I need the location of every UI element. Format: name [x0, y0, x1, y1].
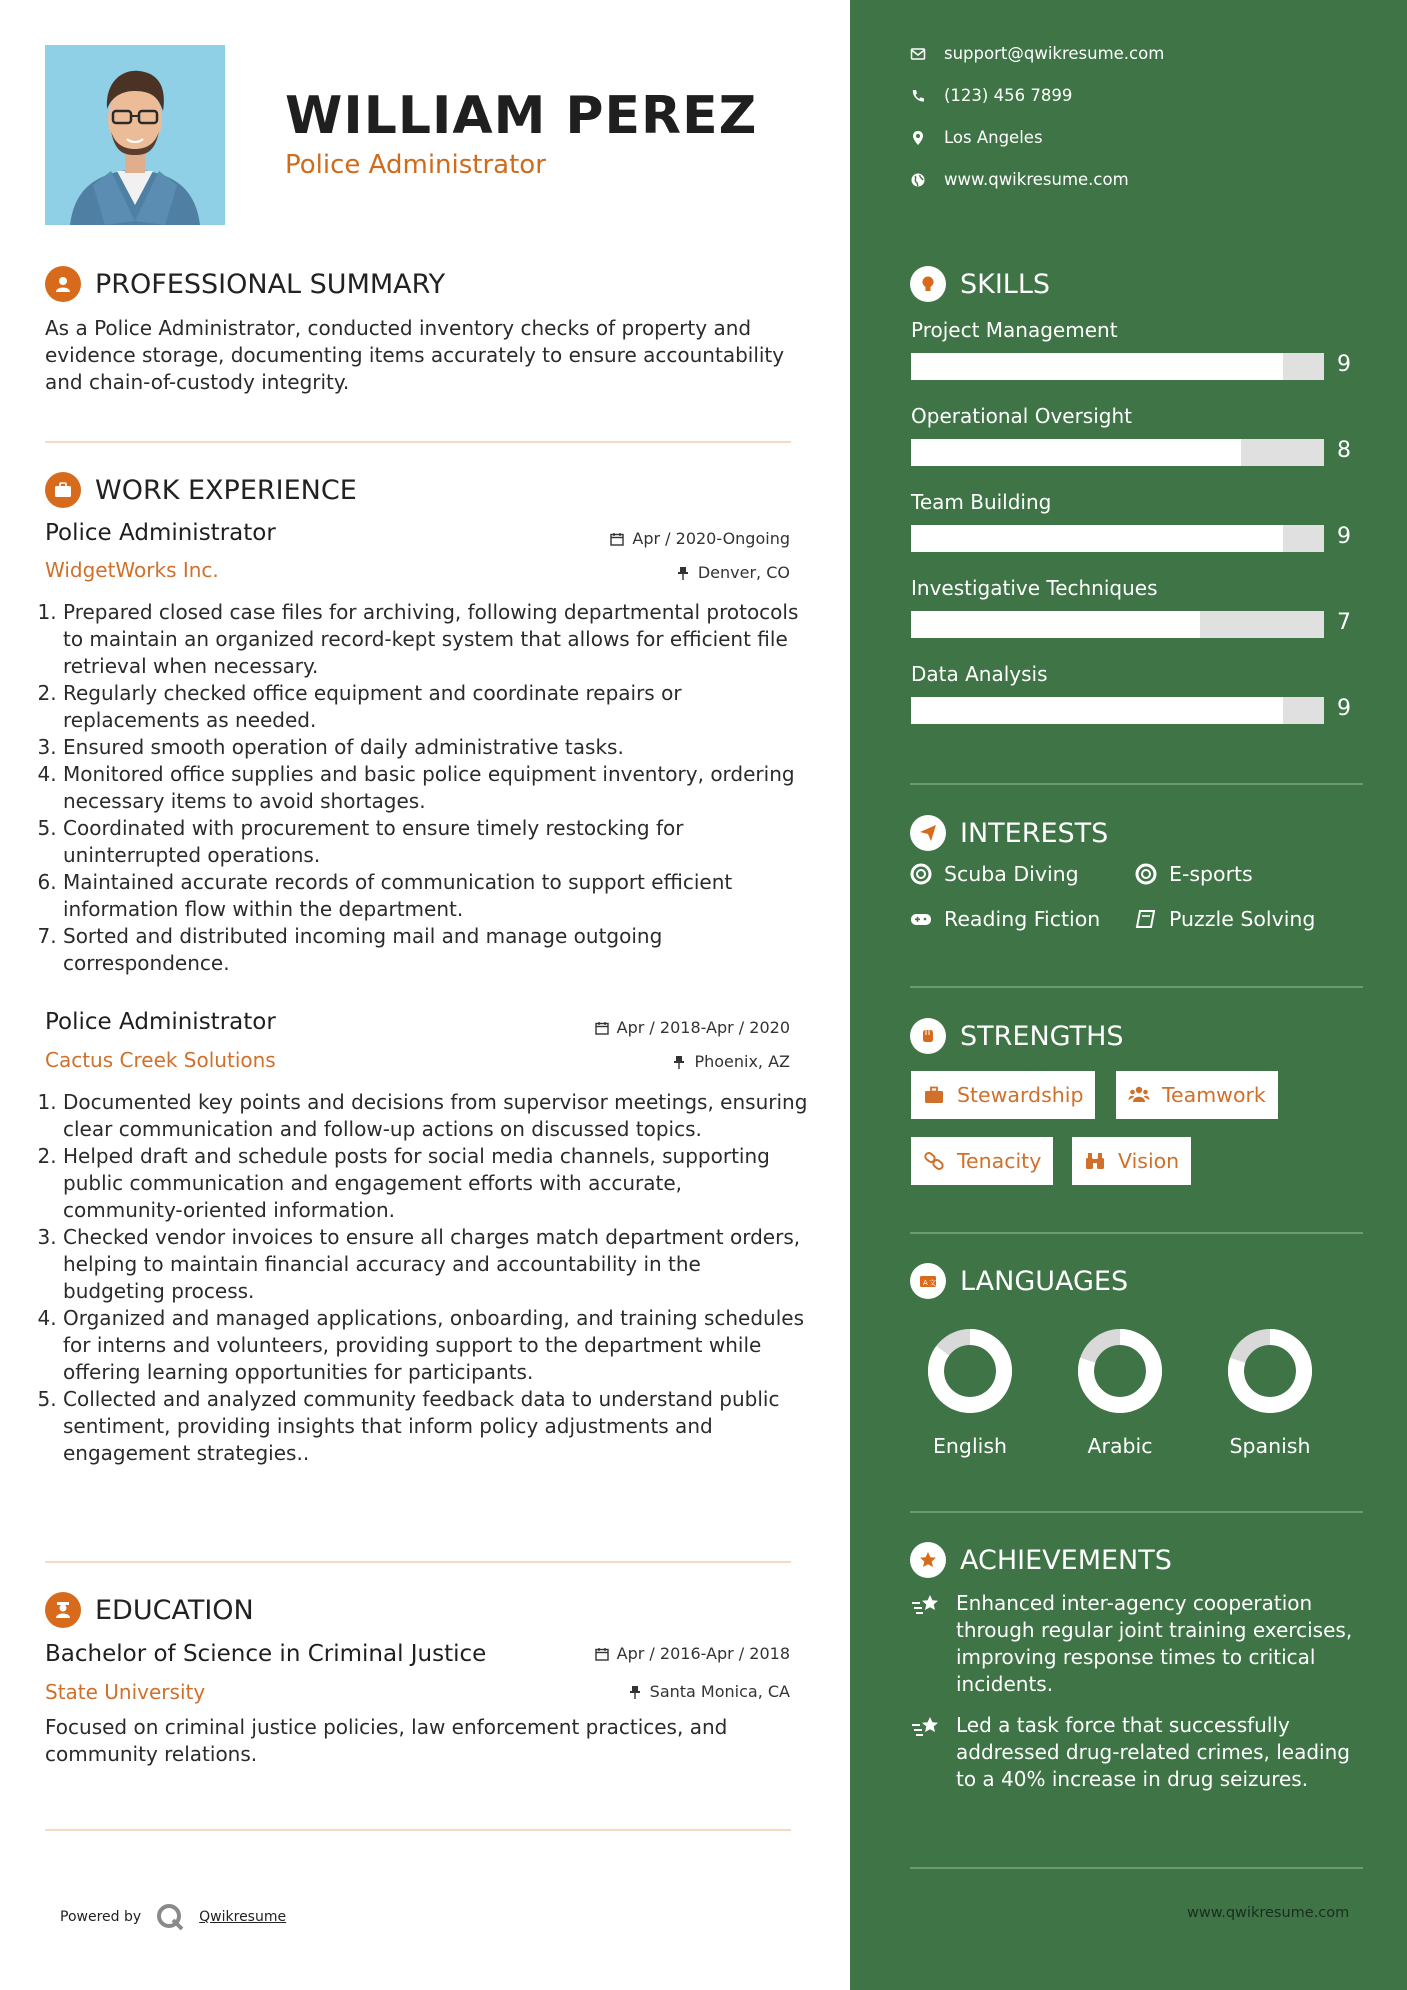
job-duties-list [45, 1089, 808, 1467]
footer-site-link[interactable]: www.qwikresume.com [1187, 1905, 1350, 1921]
phone-icon [910, 88, 926, 104]
skill-bar-fill [911, 353, 1283, 380]
svg-text:A: A [923, 1279, 928, 1287]
strength-label: Stewardship [957, 1083, 1084, 1107]
skill-bar-fill [911, 697, 1283, 724]
achievements-heading [910, 1542, 1172, 1578]
job-dates [610, 529, 790, 548]
strength-chip [911, 1071, 1095, 1119]
calendar-icon [610, 532, 624, 546]
list-item: 3. Checked vendor invoices to ensure all charges match department orders, helping to maintain financial accuracy and accountability in the budgeting process. [63, 1224, 808, 1305]
education-heading [45, 1592, 254, 1628]
location-pin-icon [910, 130, 926, 146]
education-location-text: Santa Monica, CA [649, 1682, 790, 1701]
list-item: 2. Regularly checked office equipment and coordinate repairs or replacements as needed. [63, 680, 808, 734]
interest-item [910, 862, 1079, 886]
job-location-text: Phoenix, AZ [694, 1052, 790, 1071]
language-ring [1077, 1328, 1163, 1414]
achievement-text: Enhanced inter-agency cooperation through regular joint training exercises, improving response times to critical incidents. [956, 1591, 1353, 1696]
shooting-star-icon [910, 1714, 942, 1742]
skill-bar [911, 353, 1324, 380]
contact-email-text: support@qwikresume.com [944, 44, 1165, 63]
user-icon [45, 266, 81, 302]
pin-icon [628, 1685, 642, 1699]
list-item: 1. Documented key points and decisions from supervisor meetings, ensuring clear communication and follow-up actions on discussed topics. [63, 1089, 808, 1143]
graduation-icon [45, 1592, 81, 1628]
contact-website[interactable] [910, 170, 1129, 189]
skill-bar-fill [911, 525, 1283, 552]
job-title: Police Administrator [45, 520, 276, 546]
interests-title: INTERESTS [960, 817, 1109, 849]
skill-score: 7 [1337, 610, 1351, 635]
users-icon [1128, 1084, 1150, 1106]
briefcase-icon [45, 472, 81, 508]
candidate-name: WILLIAM PEREZ [285, 86, 758, 146]
contact-phone[interactable] [910, 86, 1072, 105]
translate-icon [910, 1263, 946, 1299]
powered-by-label: Powered by [60, 1909, 142, 1925]
list-item: 4. Monitored office supplies and basic police equipment inventory, ordering necessary items to avoid shortages. [63, 761, 808, 815]
lightbulb-icon [910, 266, 946, 302]
skill-label: Team Building [911, 490, 1052, 514]
section-divider [910, 1867, 1363, 1869]
section-divider [45, 441, 791, 443]
skill-score: 9 [1337, 696, 1351, 721]
strengths-title: STRENGTHS [960, 1020, 1124, 1052]
paper-plane-icon [910, 815, 946, 851]
strength-chip [911, 1137, 1053, 1185]
job-dates [595, 1018, 790, 1037]
company-name: WidgetWorks Inc. [45, 558, 219, 582]
job-dates-text: Apr / 2018-Apr / 2020 [616, 1018, 790, 1037]
job-duties-list [45, 599, 808, 977]
list-item: 7. Sorted and distributed incoming mail and manage outgoing correspondence. [63, 923, 808, 977]
company-name: Cactus Creek Solutions [45, 1048, 276, 1072]
list-item: 3. Ensured smooth operation of daily administrative tasks. [63, 734, 808, 761]
strength-chip [1072, 1137, 1191, 1185]
candidate-role: Police Administrator [285, 150, 546, 180]
education-title: EDUCATION [95, 1594, 254, 1626]
work-experience-heading [45, 472, 357, 508]
skill-score: 9 [1337, 524, 1351, 549]
work-experience-title: WORK EXPERIENCE [95, 474, 357, 506]
skills-title: SKILLS [960, 268, 1051, 300]
qwikresume-link[interactable]: Qwikresume [199, 1909, 287, 1925]
education-dates [595, 1644, 790, 1663]
skill-label: Project Management [911, 318, 1118, 342]
school-name: State University [45, 1680, 206, 1704]
list-item: 5. Collected and analyzed community feedback data to understand public sentiment, providing insights that inform policy adjustments and engagement strategies.. [63, 1386, 808, 1467]
strength-label: Teamwork [1162, 1083, 1266, 1107]
link-icon [923, 1150, 945, 1172]
calendar-icon [595, 1021, 609, 1035]
skill-label: Operational Oversight [911, 404, 1132, 428]
skill-bar [911, 611, 1324, 638]
globe-icon [910, 172, 926, 188]
powered-by [60, 1902, 286, 1932]
job-dates-text: Apr / 2020-Ongoing [632, 529, 790, 548]
skill-label: Data Analysis [911, 662, 1048, 686]
star-icon [910, 1542, 946, 1578]
binoculars-icon [1084, 1150, 1106, 1172]
language-name: English [932, 1434, 1008, 1458]
interests-heading [910, 815, 1108, 851]
achievements-title: ACHIEVEMENTS [960, 1544, 1172, 1576]
skill-score: 8 [1337, 438, 1351, 463]
qwikresume-logo-icon [155, 1902, 185, 1932]
pin-icon [672, 1055, 686, 1069]
education-dates-text: Apr / 2016-Apr / 2018 [616, 1644, 790, 1663]
job-location-text: Denver, CO [697, 563, 790, 582]
skill-bar [911, 525, 1324, 552]
languages-title: LANGUAGES [960, 1265, 1129, 1297]
language-ring [927, 1328, 1013, 1414]
contact-website-text: www.qwikresume.com [944, 170, 1129, 189]
svg-text:文: 文 [929, 1279, 936, 1287]
interest-item [1135, 862, 1253, 886]
degree-title: Bachelor of Science in Criminal Justice [45, 1641, 487, 1667]
education-location [628, 1682, 790, 1701]
contact-phone-text: (123) 456 7899 [944, 86, 1073, 105]
list-item: 6. Maintained accurate records of communication to support efficient information flow within the department. [63, 869, 808, 923]
strength-label: Vision [1118, 1149, 1180, 1173]
fist-icon [910, 1018, 946, 1054]
achievement-text: Led a task force that successfully addressed drug-related crimes, leading to a 40% increase in drug seizures. [956, 1713, 1350, 1791]
section-divider [910, 783, 1363, 785]
life-ring-icon [1135, 863, 1157, 885]
calendar-icon [595, 1647, 609, 1661]
summary-title: PROFESSIONAL SUMMARY [95, 268, 446, 300]
skill-score: 9 [1337, 352, 1351, 377]
interest-label: E-sports [1169, 862, 1253, 886]
list-item: 2. Helped draft and schedule posts for social media channels, supporting public communication and engagement efforts with accurate, community-oriented information. [63, 1143, 808, 1224]
language-item [910, 1328, 1030, 1458]
skill-label: Investigative Techniques [911, 576, 1158, 600]
section-divider [45, 1561, 791, 1563]
interest-label: Reading Fiction [944, 907, 1101, 931]
job-location [676, 563, 790, 582]
interest-item [1135, 907, 1315, 931]
language-ring [1227, 1328, 1313, 1414]
achievement-item [910, 1590, 1365, 1698]
gamepad-icon [910, 908, 932, 930]
job-title: Police Administrator [45, 1009, 276, 1035]
shooting-star-icon [910, 1592, 942, 1620]
list-item: 5. Coordinated with procurement to ensure timely restocking for uninterrupted operations. [63, 815, 808, 869]
list-item: 4. Organized and managed applications, onboarding, and training schedules for interns and volunteers, providing support to the department while offering learning opportunities for participants. [63, 1305, 808, 1386]
language-item [1210, 1328, 1330, 1458]
summary-text: As a Police Administrator, conducted inventory checks of property and evidence storage, documenting items accurately to ensure accountability and chain-of-custody integrity. [45, 316, 785, 394]
job-location [672, 1052, 790, 1071]
language-name: Spanish [1229, 1434, 1311, 1458]
section-divider [45, 1829, 791, 1831]
summary-heading [45, 266, 445, 302]
interest-label: Scuba Diving [944, 862, 1079, 886]
skill-bar-fill [911, 439, 1241, 466]
contact-location-text: Los Angeles [944, 128, 1043, 147]
language-name: Arabic [1087, 1434, 1153, 1458]
envelope-icon [910, 46, 926, 62]
life-ring-icon [910, 863, 932, 885]
contact-email[interactable] [910, 44, 1164, 63]
section-divider [910, 986, 1363, 988]
section-divider [910, 1232, 1363, 1234]
interest-item [910, 907, 1100, 931]
achievement-item [910, 1712, 1365, 1793]
language-item [1060, 1328, 1180, 1458]
pin-icon [676, 566, 690, 580]
skill-bar [911, 439, 1324, 466]
strength-chip [1116, 1071, 1278, 1119]
sidebar [850, 0, 1407, 1990]
contact-location [910, 128, 1043, 147]
skill-bar-fill [911, 611, 1200, 638]
book-icon [1135, 908, 1157, 930]
interest-label: Puzzle Solving [1169, 907, 1316, 931]
list-item: 1. Prepared closed case files for archiving, following departmental protocols to maintain an organized record-kept system that allows for efficient file retrieval when necessary. [63, 599, 808, 680]
skill-bar [911, 697, 1324, 724]
strengths-heading [910, 1018, 1124, 1054]
languages-heading [910, 1263, 1128, 1299]
section-divider [910, 1511, 1363, 1513]
briefcase-icon [923, 1084, 945, 1106]
strength-label: Tenacity [957, 1149, 1042, 1173]
profile-photo [45, 45, 225, 225]
education-text: Focused on criminal justice policies, law enforcement practices, and community relations. [45, 1715, 728, 1766]
skills-heading [910, 266, 1050, 302]
